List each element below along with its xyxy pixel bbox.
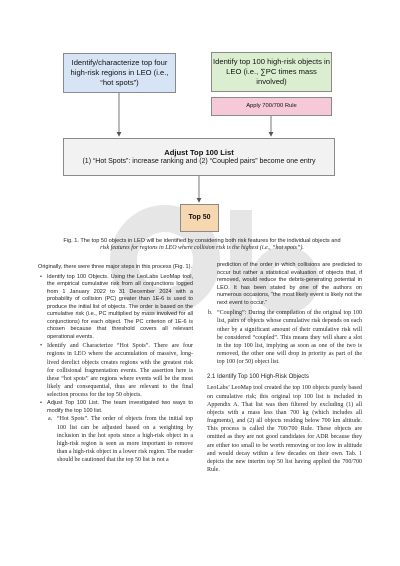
sub-list-marker: b. xyxy=(208,310,213,317)
sub-list-item xyxy=(208,309,362,366)
caption-line: Fig. 1. The top 50 objects in LEO will be identified by considering both risk features for the individual objects and xyxy=(63,238,341,244)
figure-caption xyxy=(40,238,364,253)
section-paragraph: LeoLabs’ LeoMap tool created the top 100 objects purely based on cumulative risk; this original top 100 list is included in Appendix A. That list was then filtered by excluding (1) all objects with a mass less than 700 kg (which includes all fragments), and (2) all objects residing below 700 km altitude. This process is called the 700/700 Rule. These objects are omitted as they are not good candidates for ADR because they are either too small to be worth removing or too low in altitude and would decay within a few decades on their own. Tab. 1 depicts the new interim top 50 list having applied the 700/700 Rule. xyxy=(207,385,362,473)
sub-list xyxy=(47,415,193,464)
sub-list-text: “Coupling”: During the compilation of the original top 100 list, pairs of objects whose cumulative risk depends on each other by a significant amount of their cumulative risk will be considered “coupled”. This means they will share a slot in the top 100 list, implying as soon as one of the two is removed, the other one will drop in priority as part of the top 100 (or 50) object list. xyxy=(217,310,362,366)
flow-box-adjust-list xyxy=(63,138,335,176)
flow-box-title: Adjust Top 100 List xyxy=(164,147,234,157)
continued-paragraph: prediction of the order in which collisions are predicted to occur but rather a statistical evaluation of objects that, if removed, would reduce the debris-generating potential in LEO. It has been stated by one of the authors on numerous occasions, “the most likely event is likely not the next event to occur.” xyxy=(217,262,362,306)
flow-box-label: Identify/characterize top four high-risk regions in LEO (i.e., “hot spots”) xyxy=(70,58,169,87)
flow-box-label: Top 50 xyxy=(188,214,211,222)
sub-list-marker: a. xyxy=(48,416,53,423)
sub-list xyxy=(207,309,362,366)
flow-box-identify-objects xyxy=(211,52,332,92)
flow-box-identify-hotspots xyxy=(63,53,176,93)
sub-list-item xyxy=(48,415,193,464)
flow-box-label: Identify top 100 high-risk objects in LEO (i.e., ∑PC times mass involved) xyxy=(213,57,330,86)
sub-list-text: “Hot Spots”. The order of objects from the initial top 100 list can be adjusted based on a weighting by inclusion in the hot spots since a high-risk object in a high-risk region is seen as more important to remove than a high-risk object in a lower risk region. The reader should be cautioned that the top 50 list is not a xyxy=(57,416,193,464)
flow-box-top50 xyxy=(180,204,219,232)
section-heading: 2.1 Identify Top 100 High-Risk Objects xyxy=(207,374,309,381)
list-item: • Identify and Characterize “Hot Spots”. There are four regions in LEO where the accumulation of massive, long-lived derelict objects creates regions with the greatest risk for collisional fragmentation events. The assertion here is these “hot spots” are regions where events will be the most likely and consequential, thus are relevant to the final selection process for the top 50 objects. xyxy=(47,342,193,399)
left-column xyxy=(38,264,193,465)
flow-box-apply-rule xyxy=(211,97,332,116)
intro-paragraph: Originally, there were three major steps in this process (Fig. 1). xyxy=(38,264,193,270)
caption-line: risk features for regions in LEO where collision risk is the highest (i.e., “hot spots”). xyxy=(100,245,304,252)
list-item: • Identify top 100 Objects. Using the LeoLabs LeoMap tool, the empirical cumulative risk from all conjunctions logged from 1 January 2022 to 31 December 2024 with a probability of collision (PC) greater than 1E-6 is used to produce the initial list of objects. The order is based on the cumulative risk (i.e., PC multiplied by mass involved for all conjunctions) for each object. The PC criterion of 1E-6 is chosen because that threshold covers all relevant operational events. xyxy=(47,274,193,342)
list-item-text: Adjust Top 100 List. The team investigated two ways to modify the top 100 list. xyxy=(47,400,193,414)
right-column xyxy=(207,262,362,476)
flow-box-label: Apply 700/700 Rule xyxy=(246,102,297,109)
step-list xyxy=(38,274,193,465)
flow-box-subtitle: (1) “Hot Spots”: increase ranking and (2) “Coupled pairs” become one entry xyxy=(82,158,316,166)
list-item xyxy=(47,400,193,464)
